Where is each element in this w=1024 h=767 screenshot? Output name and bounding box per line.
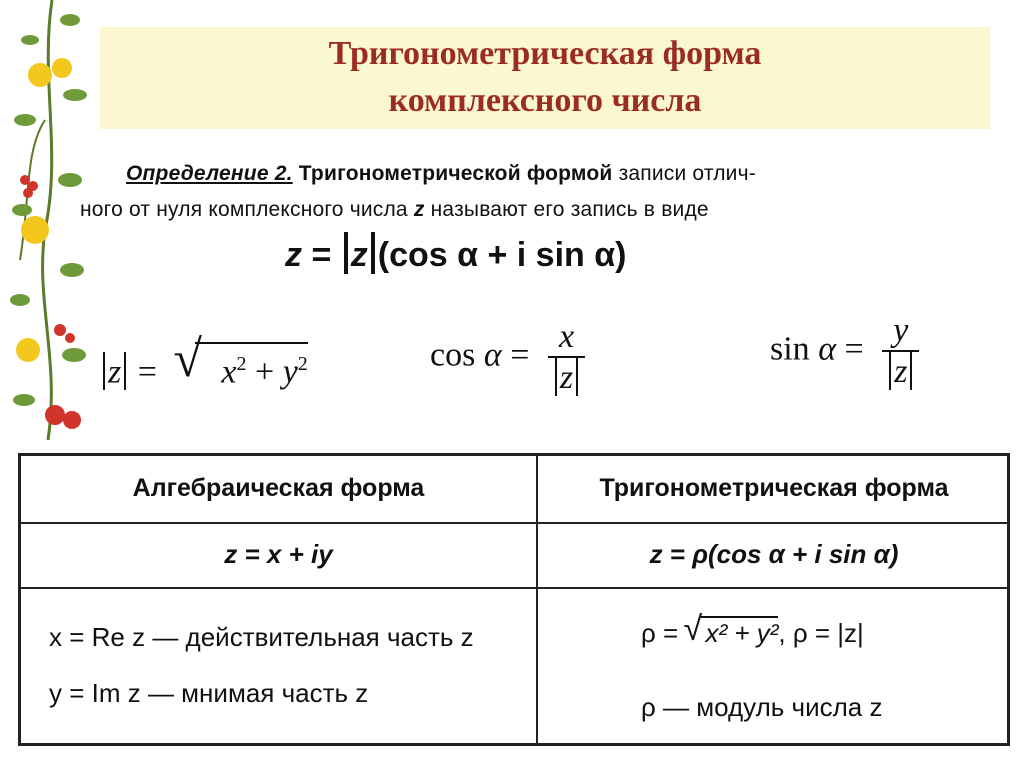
- imaginary-part-definition: y = Im z — мнимая часть z: [49, 678, 369, 708]
- sqrt-icon: √: [683, 610, 703, 648]
- definition-var-z: z: [413, 198, 425, 221]
- main-formula: [285, 232, 626, 275]
- cos-formula: [430, 318, 585, 397]
- title-banner: [100, 27, 990, 129]
- trigonometric-form-text: z = ρ(cos α + i sin α): [649, 539, 899, 569]
- definition-line2-start: ного от нуля комплексного числа: [80, 198, 408, 221]
- definition-line1-tail: записи отлич-: [618, 162, 756, 185]
- cos-denominator: [548, 358, 585, 397]
- abs-z-plus: +: [255, 353, 275, 391]
- abs-bar: [576, 358, 578, 396]
- page-title-line1: Тригонометрическая форма: [328, 35, 762, 72]
- trigonometric-form-formula: [538, 539, 1010, 570]
- abs-z-x: x: [221, 353, 237, 391]
- abs-bar: [889, 352, 891, 390]
- sin-fraction: [882, 312, 919, 391]
- definition-line2: [80, 198, 709, 222]
- abs-z-exp-x: 2: [236, 353, 247, 375]
- cos-numerator: x: [558, 318, 575, 355]
- page-title-line2: комплексного числа: [388, 82, 702, 119]
- abs-bar-right: [371, 232, 375, 274]
- comparison-table: [18, 453, 1010, 746]
- modulus-formula: [641, 610, 864, 649]
- sin-denominator: [882, 352, 919, 391]
- main-formula-eq: =: [311, 236, 332, 274]
- modulus-definition: ρ — модуль числа z: [641, 692, 883, 722]
- sin-fn: sin: [770, 330, 810, 368]
- sqrt-expression: [173, 331, 308, 392]
- definition-label: Определение 2.: [126, 162, 293, 185]
- cos-fn: cos: [430, 336, 476, 374]
- cos-eq: =: [510, 336, 530, 374]
- sqrt-icon: √: [173, 331, 202, 388]
- algebraic-form-formula: [21, 539, 536, 570]
- modulus-radicand: x² + y²: [705, 618, 779, 648]
- sin-formula: [770, 312, 919, 391]
- modulus-rhs: , ρ = |z|: [778, 618, 864, 648]
- abs-z-y: y: [282, 353, 298, 391]
- cos-fraction: [548, 318, 585, 397]
- abs-z-lhs: z: [108, 353, 122, 391]
- table-divider-header: [21, 522, 1007, 524]
- abs-bar: [910, 352, 912, 390]
- sin-numerator: y: [893, 312, 909, 349]
- cos-alpha: α: [483, 336, 502, 374]
- real-part-definition: x = Re z — действительная часть z: [49, 622, 474, 652]
- sin-eq: =: [844, 330, 864, 368]
- table-header-trigonometric: Тригонометрическая форма: [599, 474, 949, 502]
- definition-line2-tail: называют его запись в виде: [430, 198, 709, 221]
- modulus-lhs: ρ =: [641, 618, 679, 648]
- sin-alpha: α: [818, 330, 837, 368]
- main-formula-inner-z: z: [350, 236, 368, 274]
- main-formula-rest: (cos α + i sin α): [377, 236, 627, 274]
- abs-bar: [124, 352, 126, 390]
- definition-line1: [126, 162, 756, 186]
- table-header-algebraic: Алгебраическая форма: [132, 474, 425, 502]
- cos-den-z: z: [559, 359, 574, 396]
- abs-bar-left: [344, 232, 348, 274]
- table-divider-row: [21, 587, 1007, 589]
- abs-z-formula: [100, 331, 308, 392]
- definition-term: Тригонометрической формой: [298, 162, 613, 185]
- modulus-sqrt: [683, 610, 779, 649]
- abs-bar: [555, 358, 557, 396]
- abs-z-eq: =: [137, 353, 157, 391]
- algebraic-form-text: z = x + iy: [224, 539, 333, 569]
- main-formula-z: z: [285, 236, 302, 274]
- sin-den-z: z: [894, 353, 908, 390]
- abs-z-exp-y: 2: [297, 353, 308, 375]
- abs-bar: [103, 352, 105, 390]
